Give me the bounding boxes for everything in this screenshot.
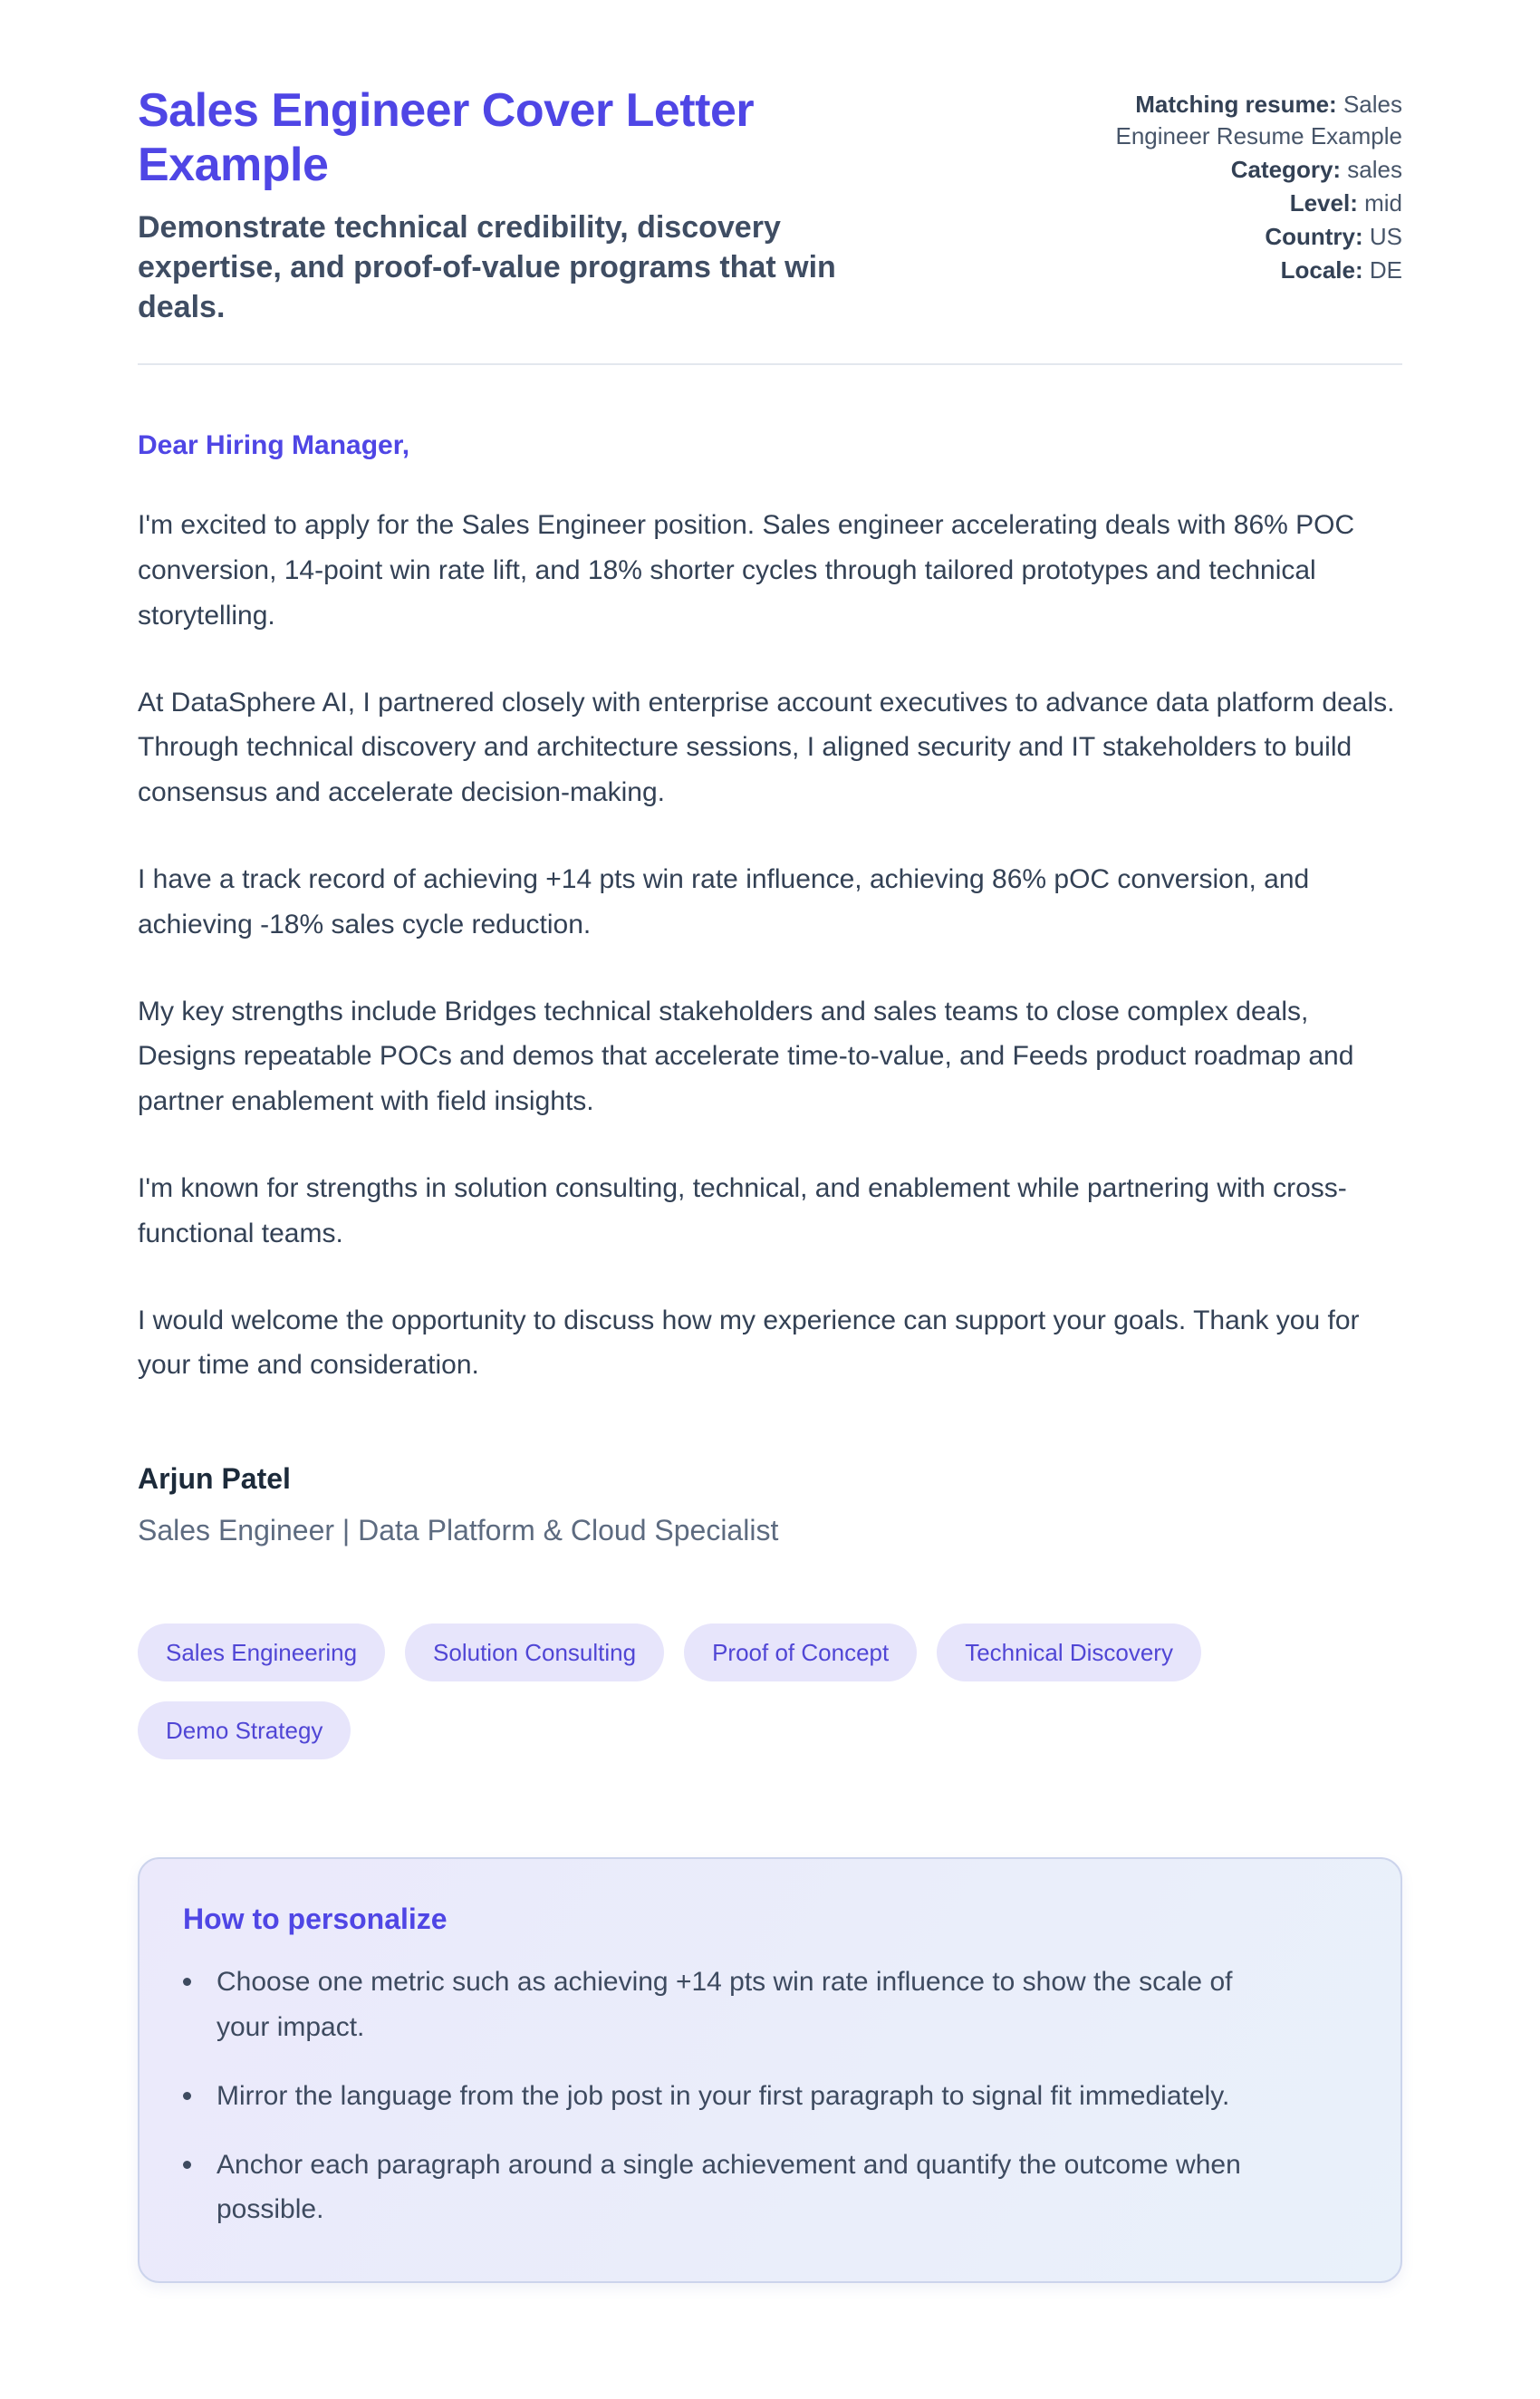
page-subtitle: Demonstrate technical credibility, discovery expertise, and proof-of-value programs that win deals. [138, 209, 836, 324]
letter-paragraph: I'm excited to apply for the Sales Engineer position. Sales engineer accelerating deals with 86% POC conversion, 14-point win rate lift, and 18% shorter cycles through tailored prototypes and technical storytelling. [138, 510, 1355, 631]
letter-greeting: Dear Hiring Manager, [138, 430, 410, 461]
header-text-block [138, 83, 926, 327]
tag-pill[interactable]: Proof of Concept [684, 1623, 917, 1681]
tag-pill[interactable]: Demo Strategy [138, 1701, 351, 1759]
meta-value: sales [1347, 156, 1402, 184]
page-container [138, 0, 1402, 2283]
meta-item [1090, 221, 1402, 253]
signature-name: Arjun Patel [138, 1462, 291, 1496]
meta-item [1090, 255, 1402, 286]
tips-item [183, 2074, 1279, 2119]
meta-label: Matching resume: [1135, 91, 1337, 118]
meta-label: Level: [1289, 189, 1358, 217]
tag-pill[interactable]: Solution Consulting [405, 1623, 664, 1681]
header [138, 83, 1402, 327]
meta-value: mid [1364, 189, 1402, 217]
meta-value: Sales Engineer Resume Example [1115, 91, 1402, 150]
meta-item [1090, 154, 1402, 186]
tips-item-text: Choose one metric such as achieving +14 pts win rate influence to show the scale of your impact. [217, 1967, 1233, 2042]
meta-label: Category: [1230, 156, 1342, 184]
tips-title: How to personalize [183, 1903, 448, 1936]
bullet-dot-icon [183, 2092, 191, 2100]
letter-paragraph: I'm known for strengths in solution consulting, technical, and enablement while partnering with cross-functional teams. [138, 1172, 1347, 1248]
tag-pill[interactable]: Sales Engineering [138, 1623, 385, 1681]
letter-paragraph: I have a track record of achieving +14 pts win rate influence, achieving 86% pOC conversion, and achieving -18% sales cycle reduction. [138, 863, 1310, 939]
signature-role: Sales Engineer | Data Platform & Cloud Specialist [138, 1514, 779, 1547]
page-title: Sales Engineer Cover Letter Example [138, 84, 755, 192]
tips-item-text: Anchor each paragraph around a single achievement and quantify the outcome when possible. [217, 2149, 1241, 2225]
meta-value: DE [1369, 256, 1402, 284]
header-divider [138, 363, 1402, 365]
letter-paragraph: At DataSphere AI, I partnered closely with enterprise account executives to advance data platform deals. Through technical discovery and architecture sessions, I aligned security and IT stakeholders to build consensus and accelerate decision-making. [138, 687, 1395, 808]
letter-paragraph: My key strengths include Bridges technical stakeholders and sales teams to close complex deals, Designs repeatable POCs and demos that accelerate time-to-value, and Feeds product roadmap and partner enablement with field insights. [138, 996, 1354, 1117]
meta-value: US [1369, 223, 1402, 251]
meta-panel [1090, 89, 1402, 289]
tips-card [138, 1857, 1402, 2283]
bullet-dot-icon [183, 1978, 191, 1986]
meta-item [1090, 89, 1402, 152]
signature-block [138, 1462, 1402, 1547]
letter-paragraph: I would welcome the opportunity to discuss how my experience can support your goals. Thank you for your time and consideration. [138, 1305, 1360, 1381]
tips-item [183, 2143, 1279, 2233]
tips-item-text: Mirror the language from the job post in your first paragraph to signal fit immediately. [217, 2080, 1230, 2111]
meta-label: Locale: [1280, 256, 1363, 284]
bullet-dot-icon [183, 2161, 191, 2169]
meta-label: Country: [1265, 223, 1363, 251]
tag-list [138, 1623, 1402, 1759]
tips-list [183, 1960, 1355, 2232]
tips-item [183, 1960, 1279, 2050]
tag-pill[interactable]: Technical Discovery [937, 1623, 1201, 1681]
letter-body [138, 503, 1402, 1388]
meta-item [1090, 188, 1402, 219]
